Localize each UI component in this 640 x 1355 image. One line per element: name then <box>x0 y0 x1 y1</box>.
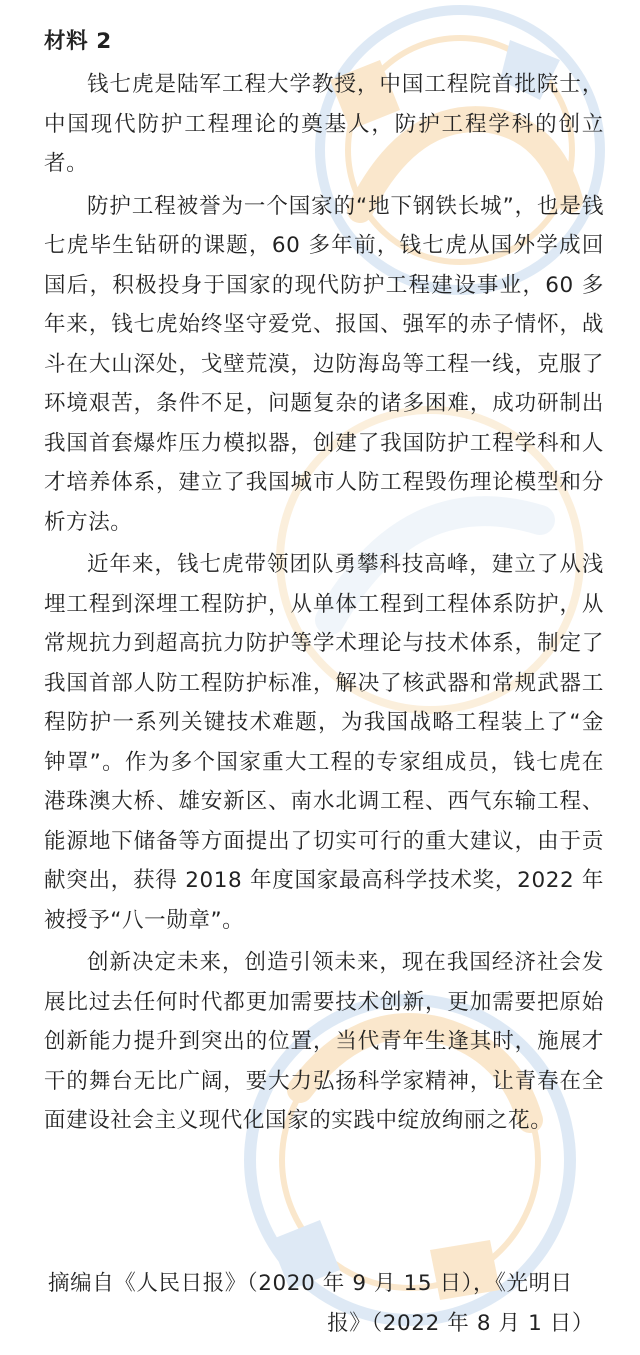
paragraph-3: 近年来，钱七虎带领团队勇攀科技高峰，建立了从浅埋工程到深埋工程防护，从单体工程到工程体系防护，从常规抗力到超高抗力防护等学术理论与技术体系，制定了我国首部人防工程防护标准，解决了核武器和常规武器工程防护一系列关键技术难题，为我国战略工程装上了“金钟罩”。作为多个国家重大工程的专家组成员，钱七虎在港珠澳大桥、雄安新区、南水北调工程、西气东输工程、能源地下储备等方面提出了切实可行的重大建议，由于贡献突出，获得 2018 年度国家最高科学技术奖，2022 年被授予“八一勋章”。 <box>44 552 604 933</box>
document-body <box>44 22 604 1141</box>
material-heading: 材料 2 <box>44 29 112 54</box>
source-line-2: 报》（2022 年 8 月 1 日） <box>327 1310 594 1336</box>
paragraph-4: 创新决定未来，创造引领未来，现在我国经济社会发展比过去任何时代都更加需要技术创新，更加需要把原始创新能力提升到突出的位置，当代青年生逢其时，施展才干的舞台无比广阔，要大力弘扬科学家精神，让青春在全面建设社会主义现代化国家的实践中绽放绚丽之花。 <box>44 950 604 1133</box>
source-citation <box>48 1264 604 1343</box>
paragraph-2: 防护工程被誉为一个国家的“地下钢铁长城”，也是钱七虎毕生钻研的课题，60 多年前，钱七虎从国外学成回国后，积极投身于国家的现代防护工程建设事业，60 多年来，钱七虎始终坚守爱党、报国、强军的赤子情怀，战斗在大山深处，戈壁荒漠，边防海岛等工程一线，克服了环境艰苦，条件不足，问题复杂的诸多困难，成功研制出我国首套爆炸压力模拟器，创建了我国防护工程学科和人才培养体系，建立了我国城市人防工程毁伤理论模型和分析方法。 <box>44 193 604 535</box>
paragraph-1: 钱七虎是陆军工程大学教授，中国工程院首批院士，中国现代防护工程理论的奠基人，防护工程学科的创立者。 <box>44 72 604 176</box>
source-line-1: 摘编自《人民日报》（2020 年 9 月 15 日），《光明日 <box>48 1271 573 1296</box>
